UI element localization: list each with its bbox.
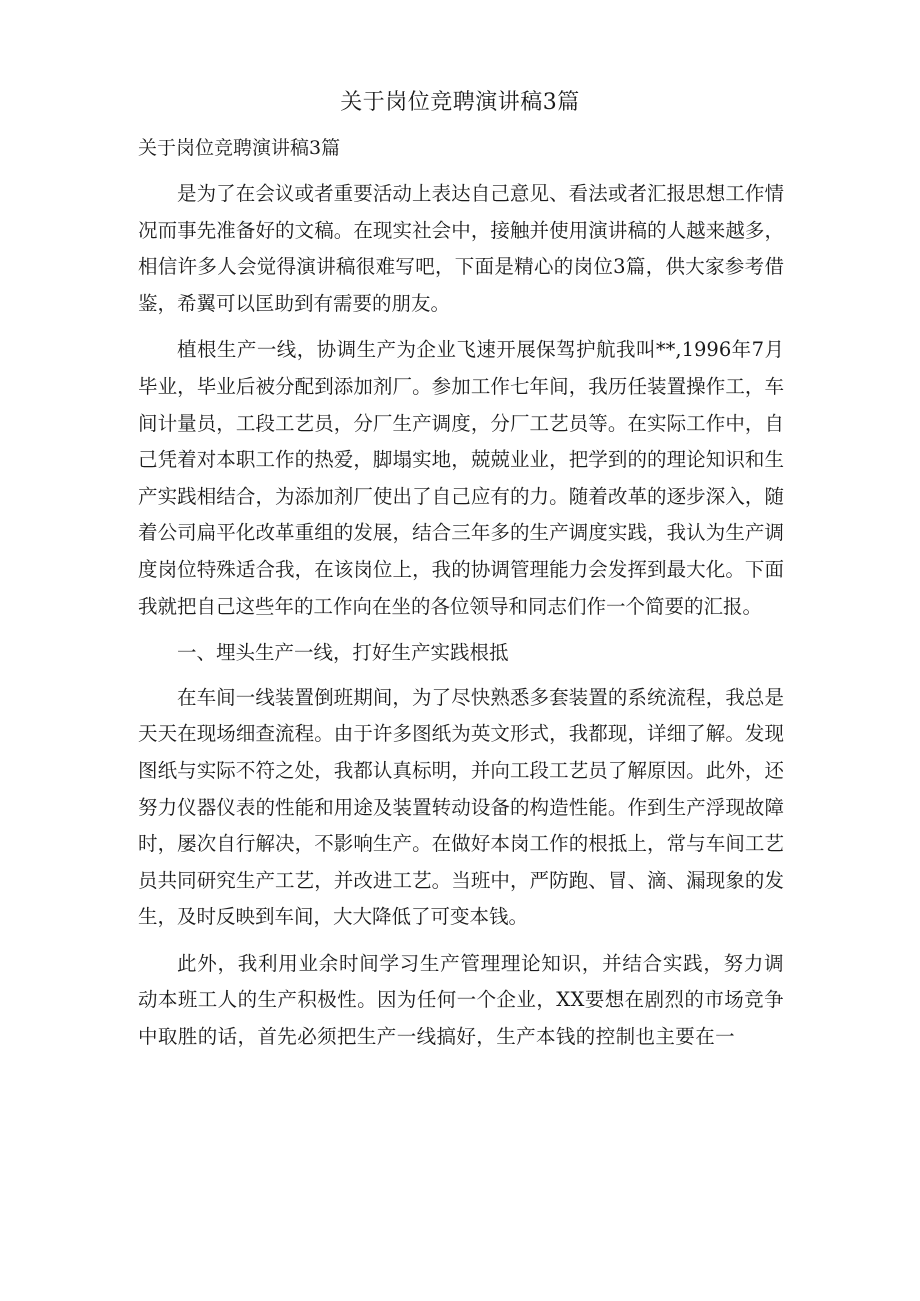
paragraph-workshop-experience: 在车间一线装置倒班期间，为了尽快熟悉多套装置的系统流程，我总是天天在现场细查流程。由于许多图纸为英文形式，我都现，详细了解。发现图纸与实际不符之处，我都认真标明，并向工段工艺员了解原因。此外，还努力仪器仪表的性能和用途及装置转动设备的构造性能。作到生产浮现故障时，屡次自行解决，不影响生产。在做好本岗工作的根抵上，常与车间工艺员共同研究生产工艺，并改进工艺。当班中，严防跑、冒、滴、漏现象的发生，及时反映到车间，大大降低了可变本钱。 <box>138 685 784 929</box>
section-heading-one: 一、埋头生产一线，打好生产实践根抵 <box>177 641 509 665</box>
document-title: 关于岗位竞聘演讲稿3篇 <box>340 90 580 115</box>
paragraph-self-introduction: 植根生产一线，协调生产为企业飞速开展保驾护航我叫**,1996年7月毕业，毕业后被分配到添加剂厂。参加工作七年间，我历任装置操作工，车间计量员，工段工艺员，分厂生产调度，分厂工艺员等。在实际工作中，自己凭着对本职工作的热爱，脚塌实地，兢兢业业，把学到的的理论知识和生产实践相结合，为添加剂厂使出了自己应有的力。随着改革的逐步深入，随着公司扁平化改革重组的发展，结合三年多的生产调度实践，我认为生产调度岗位特殊适合我，在该岗位上，我的协调管理能力会发挥到最大化。下面我就把自己这些年的工作向在坐的各位领导和同志们作一个简要的汇报。 <box>138 338 784 618</box>
document-body <box>138 176 784 1066</box>
paragraph-management-study: 此外，我利用业余时间学习生产管理理论知识，并结合实践，努力调动本班工人的生产积极性。因为任何一个企业，XX要想在剧烈的市场竞争中取胜的话，首先必须把生产一线搞好，生产本钱的控制也主要在一 <box>138 951 784 1049</box>
paragraph-intro: 是为了在会议或者重要活动上表达自己意见、看法或者汇报思想工作情况而事先准备好的文稿。在现实社会中，接触并使用演讲稿的人越来越多，相信许多人会觉得演讲稿很难写吧，下面是精心的岗位3篇，供大家参考借鉴，希翼可以匡助到有需要的朋友。 <box>138 182 784 315</box>
document-subtitle: 关于岗位竞聘演讲稿3篇 <box>138 137 341 159</box>
